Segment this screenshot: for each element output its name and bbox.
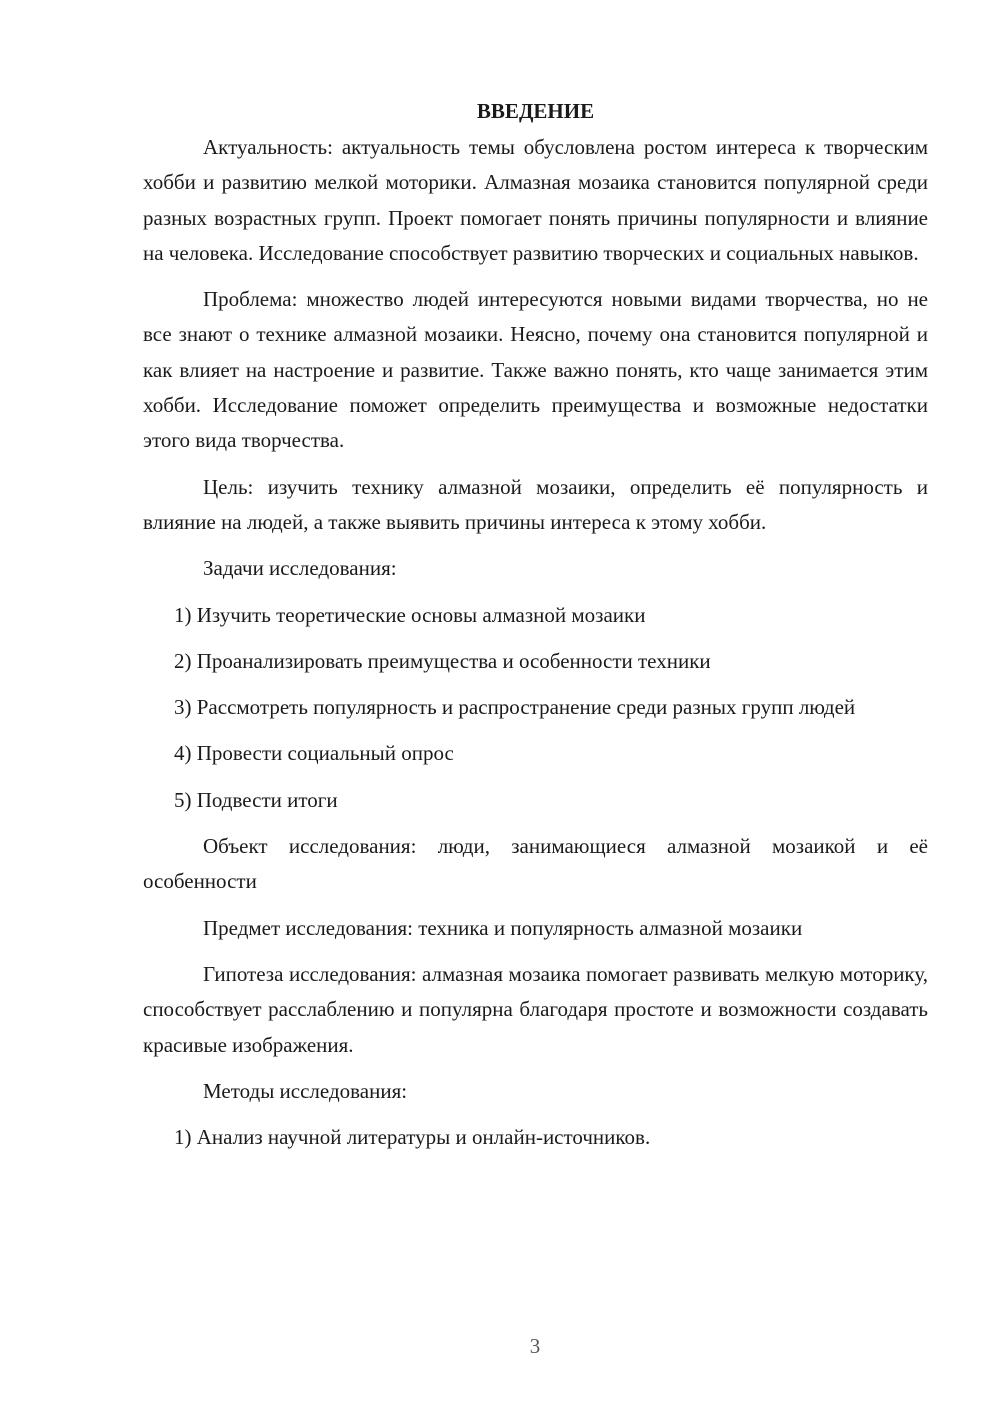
task-item: 2) Проанализировать преимущества и особенности техники bbox=[174, 648, 711, 673]
page-number: 3 bbox=[529, 1334, 541, 1358]
task-item: 4) Провести социальный опрос bbox=[174, 741, 454, 766]
method-item: 1) Анализ научной литературы и онлайн-источников. bbox=[174, 1125, 651, 1150]
section-title: ВВЕДЕНИЕ bbox=[476, 99, 595, 123]
paragraph-hypothesis: Гипотеза исследования: алмазная мозаика помогает развивать мелкую моторику, способствует расслаблению и популярна благодаря простоте и возможности создавать красивые изображения. bbox=[143, 961, 928, 1057]
paragraph-object: Объект исследования: люди, занимающиеся алмазной мозаикой и её особенности bbox=[143, 834, 928, 894]
paragraph-subject: Предмет исследования: техника и популярность алмазной мозаики bbox=[203, 915, 803, 940]
task-item: 3) Рассмотреть популярность и распространение среди разных групп людей bbox=[174, 695, 856, 720]
task-item: 5) Подвести итоги bbox=[174, 787, 338, 812]
task-item: 1) Изучить теоретические основы алмазной мозаики bbox=[174, 602, 646, 627]
paragraph-relevance: Актуальность: актуальность темы обусловлена ростом интереса к творческим хобби и развитию мелкой моторики. Алмазная мозаика становится популярной среди разных возрастных групп. Проект помогает понять причины популярности и влияние на человека. Исследование способствует развитию творческих и социальных навыков. bbox=[143, 135, 928, 265]
paragraph-tasks-heading: Задачи исследования: bbox=[203, 556, 397, 581]
paragraph-goal: Цель: изучить технику алмазной мозаики, определить её популярность и влияние на людей, а также выявить причины интереса к этому хобби. bbox=[143, 474, 928, 534]
paragraph-methods-heading: Методы исследования: bbox=[203, 1078, 408, 1103]
paragraph-problem: Проблема: множество людей интересуются новыми видами творчества, но не все знают о технике алмазной мозаики. Неясно, почему она становится популярной и как влияет на настроение и развитие. Также важно понять, кто чаще занимается этим хобби. Исследование поможет определить преимущества и возможные недостатки этого вида творчества. bbox=[143, 287, 928, 453]
page-content bbox=[143, 94, 928, 1155]
